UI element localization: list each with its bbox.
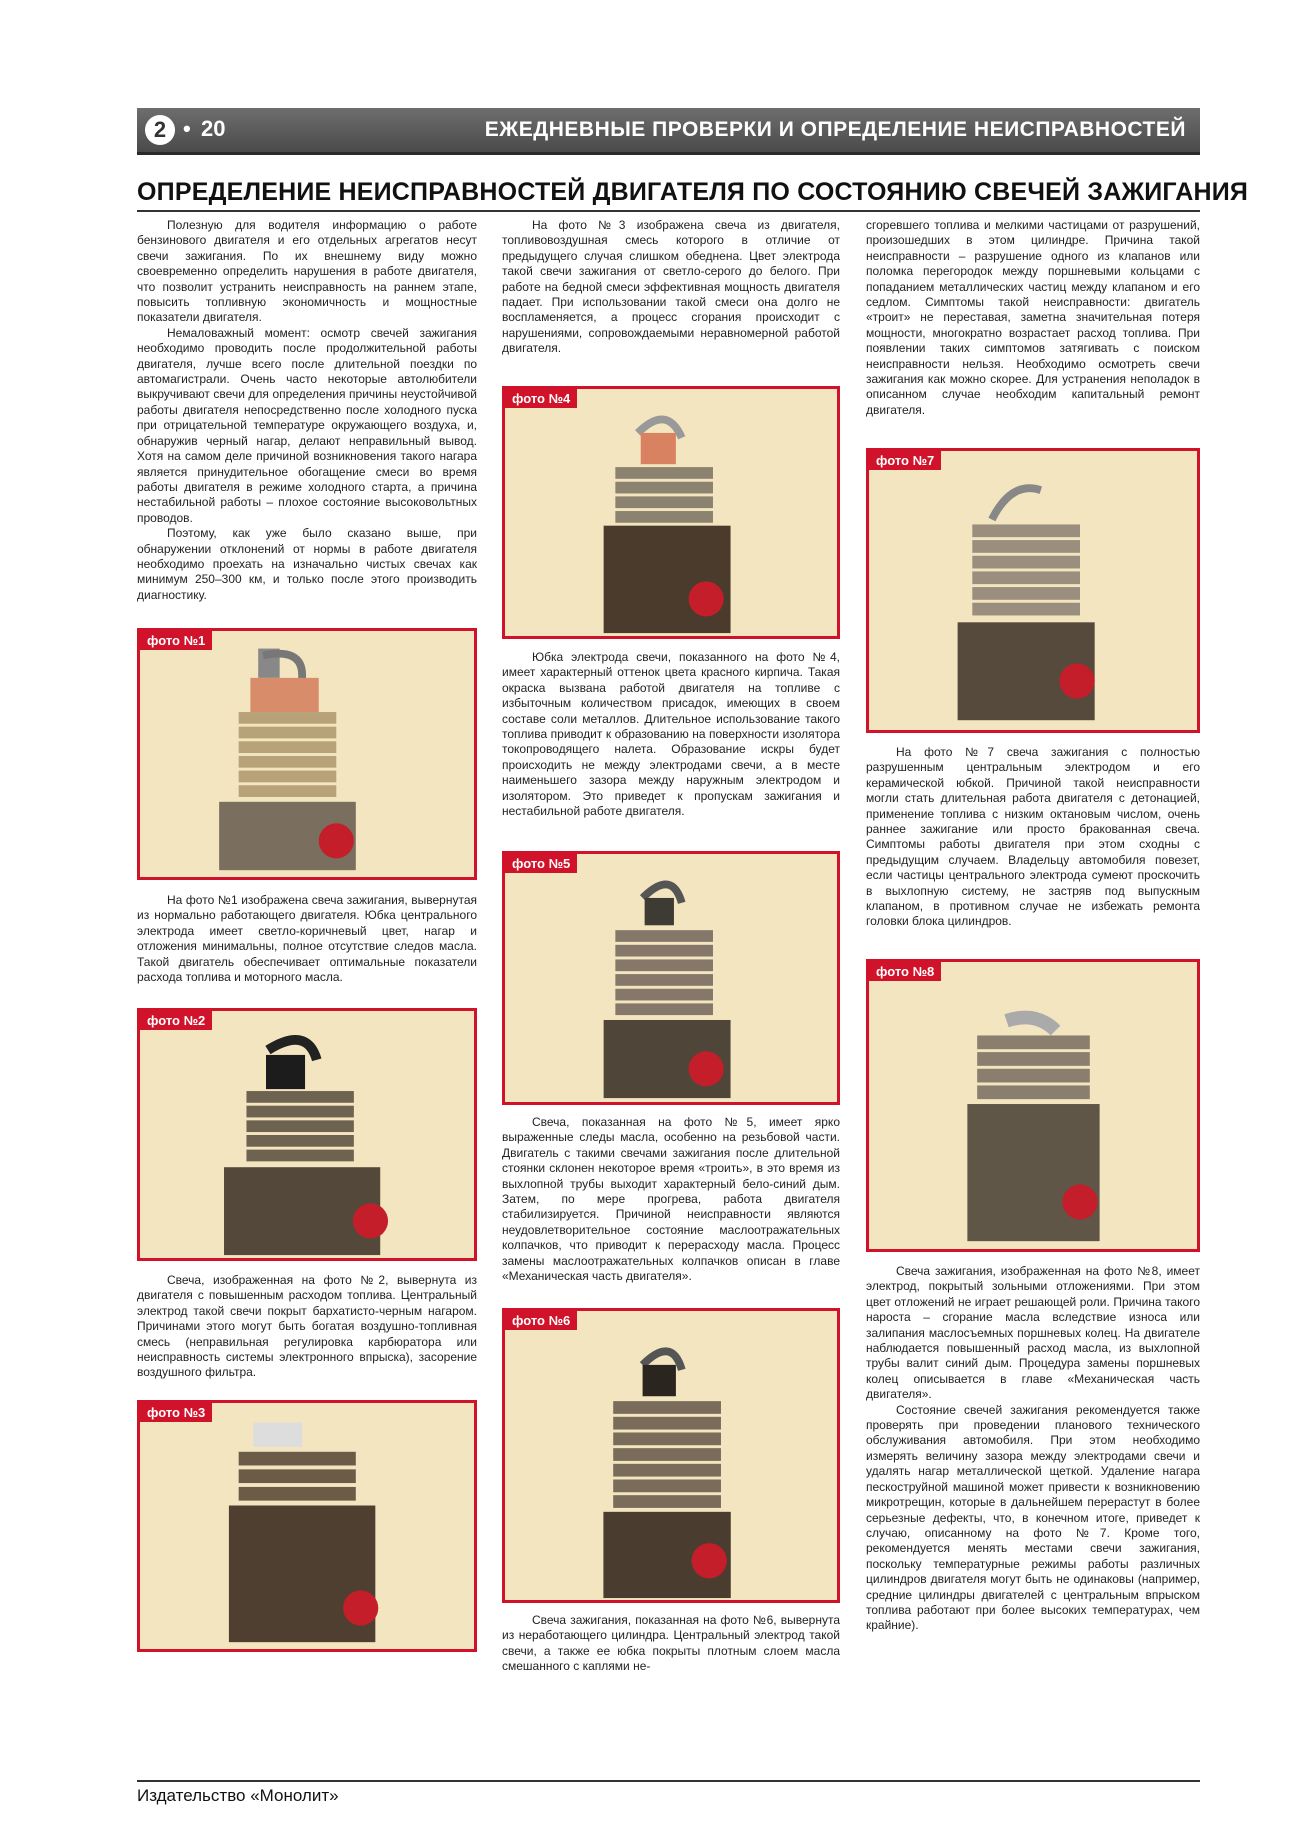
article-title: ОПРЕДЕЛЕНИЕ НЕИСПРАВНОСТЕЙ ДВИГАТЕЛЯ ПО СОСТОЯНИЮ СВЕЧЕЙ ЗАЖИГАНИЯ [137, 178, 1249, 206]
photo-label: фото №7 [869, 451, 941, 470]
photo-label: фото №6 [505, 1311, 577, 1330]
photo-3 [137, 1400, 477, 1652]
photo-label: фото №1 [140, 631, 212, 650]
paragraph: Свеча зажигания, изображенная на фото №8, имеет электрод, покрытый зольными отложениями. При этом цвет отложений не играет решающей роли. Причина такого нароста – сгорание масла вследствие износа или залипания маслосъемных поршневых колец. На двигателе наблюдается повышенный расход масла, из выхлопной трубы валит синий дым. Процедура замены поршневых колец описывается в главе «Механическая часть двигателя». [866, 1264, 1200, 1402]
photo1-caption [137, 893, 477, 985]
photo-label: фото №2 [140, 1011, 212, 1030]
paragraph: Свеча зажигания, показанная на фото №6, вывернута из неработающего цилиндра. Центральный электрод такой свечи, а также ее юбка покрыты плотным слоем масла смешанного с каплями не- [502, 1613, 840, 1674]
spark-plug-image [140, 631, 474, 877]
photo5-caption [502, 1115, 840, 1284]
title-divider [137, 210, 1200, 212]
spark-plug-image [505, 389, 837, 636]
page-number: 20 [201, 116, 226, 141]
spark-plug-image [869, 962, 1197, 1249]
chapter-number: 2 [145, 115, 175, 145]
photo-2 [137, 1008, 477, 1261]
col2-intro [502, 218, 840, 357]
paragraph: На фото №1 изображена свеча зажигания, вывернутая из нормально работающего двигателя. Юбка центрального электрода имеет светло-коричневый цвет, нагар и отложения минимальны, полное отсутствие следов масла. Такой двигатель обеспечивает оптимальные показатели расхода топлива и моторного масла. [137, 893, 477, 985]
paragraph: Юбка электрода свечи, показанного на фото №4, имеет характерный оттенок цвета красного кирпича. Такая окраска вызвана работой двигателя на топливе с избыточным количеством присадок, имеющих в своем составе соли металлов. Длительное использование такого топлива приводит к образованию на поверхности изолятора токопроводящего налета. Образование искры будет происходить не между электродами свечи, а в месте наименьшего зазора между наружным электродом и изолятором. Это приведет к пропускам зажигания и нестабильной работе двигателя. [502, 650, 840, 819]
paragraph: Состояние свечей зажигания рекомендуется также проверять при проведении планового технического обслуживания автомобиля. При этом необходимо измерять величину зазора между электродами свечи и удалять нагар металлической щеткой. Удаление нагара пескоструйной машиной может привести к возникновению микротрещин, которые в дальнейшем перерастут в более серьезные дефекты, что, в конечном итоге, приведет к случаю, описанному на фото №7. Кроме того, рекомендуется менять местами свечи зажигания, поскольку температурные режимы работы различных цилиндров двигателя могут быть не одинаковы (например, средние цилиндры двигателей с центральным впрыском топлива работают при более высоких температурах, чем крайние). [866, 1402, 1200, 1633]
paragraph: Полезную для водителя информацию о работе бензинового двигателя и его отдельных агрегатов несут свечи зажигания. По их внешнему виду можно своевременно определить нарушения в работе двигателя, что позволит устранить неисправность на раннем этапе, повысить топливную экономичность и мощностные показатели двигателя. [137, 218, 477, 325]
photo-label: фото №4 [505, 389, 577, 408]
paragraph: На фото №3 изображена свеча из двигателя, топливовоздушная смесь которого в отличие от предыдущего случая слишком обеднена. Цвет электрода такой свечи зажигания от светло-серого до белого. При работе на бедной смеси эффективная мощность двигателя падает. При использовании такой смеси она долго не воспламеняется, а процесс сгорания происходит с нарушениями, сопровождаемыми неравномерной работой двигателя. [502, 218, 840, 356]
photo-label: фото №5 [505, 854, 577, 873]
photo7-caption [866, 745, 1200, 930]
spark-plug-image [869, 451, 1197, 730]
paragraph: Немаловажный момент: осмотр свечей зажигания необходимо проводить после продолжительной работы двигателя, лучше всего после длительной поездки по автомагистрали. Очень часто некоторые автолюбители выкручивают свечи для определения причины неустойчивой работы двигателя непосредственно после холодного пуска при отрицательной температуре окружающего воздуха, и, обнаружив черный нагар, делают неправильный вывод. Хотя на самом деле причиной возникновения такого нагара является принудительное обогащение смеси во время работы двигателя в режиме холодного старта, а причина нестабильной работы – плохое состояние высоковольтных проводов. [137, 325, 477, 525]
page-header [137, 108, 1200, 155]
photo-5 [502, 851, 840, 1105]
col3-intro [866, 218, 1200, 418]
footer-divider [137, 1780, 1200, 1782]
col1-intro [137, 218, 477, 603]
photo-8 [866, 959, 1200, 1252]
paragraph: Поэтому, как уже было сказано выше, при обнаружении отклонений от нормы в работе двигателя необходимо проехать на изначально чистых свечах как минимум 250–300 км, и только после этого производить диагностику. [137, 526, 477, 602]
spark-plug-image [505, 1311, 837, 1600]
photo-6 [502, 1308, 840, 1603]
paragraph: На фото №7 свеча зажигания с полностью разрушенным центральным электродом и его керамической юбкой. Причиной такой неисправности могли стать длительная работа двигателя с детонацией, применение топлива с низким октановым числом, очень раннее зажигание или просто бракованная свеча. Симптомы работы двигателя при этом сходны с предыдущим случаем. Владельцу автомобиля повезет, если частицы центрального электрода сумеют проскочить в выхлопную систему, не застряв под выпускным клапаном, в противном случае не избежать ремонта головки блока цилиндров. [866, 745, 1200, 929]
photo-label: фото №3 [140, 1403, 212, 1422]
photo6-caption [502, 1613, 840, 1675]
publisher-footer: Издательство «Монолит» [137, 1786, 339, 1805]
photo8-caption [866, 1264, 1200, 1634]
spark-plug-image [140, 1011, 474, 1258]
photo-label: фото №8 [869, 962, 941, 981]
section-title: ЕЖЕДНЕВНЫЕ ПРОВЕРКИ И ОПРЕДЕЛЕНИЕ НЕИСПРАВНОСТЕЙ [484, 118, 1186, 141]
paragraph: сгоревшего топлива и мелкими частицами от разрушений, произошедших в этом цилиндре. Причина такой неисправности – разрушение одного из клапанов или поломка перегородок между поршневыми кольцами с попаданием металлических частиц между клапаном и его седлом. Симптомы такой неисправности: двигатель «троит» не переставая, заметна значительная потеря мощности, многократно возрастает расход топлива. При появлении таких симптомов затягивать с поиском неисправности нельзя. Необходимо осмотреть свечи зажигания как можно скорее. Для устранения неполадок в описанном случае необходим капитальный ремонт двигателя. [866, 218, 1200, 417]
paragraph: Свеча, изображенная на фото №2, вывернута из двигателя с повышенным расходом топлива. Центральный электрод такой свечи покрыт бархатисто-черным нагаром. Причинами этого могут быть богатая воздушно-топливная смесь (неправильная регулировка карбюратора или неисправность системы электронного впрыска), засорение воздушного фильтра. [137, 1273, 477, 1380]
header-separator: • [183, 116, 191, 141]
spark-plug-image [505, 854, 837, 1102]
photo-4 [502, 386, 840, 639]
photo-7 [866, 448, 1200, 733]
photo4-caption [502, 650, 840, 819]
spark-plug-image [140, 1403, 474, 1649]
paragraph: Свеча, показанная на фото №5, имеет ярко выраженные следы масла, особенно на резьбовой части. Двигатель с такими свечами зажигания после длительной стоянки склонен некоторое время «троить», в это время из выхлопной трубы выходит характерный бело-синий дым. Затем, по мере прогрева, работа двигателя стабилизируется. Причиной неисправности являются неудовлетворительное состояние маслоотражательных колпачков, что приводит к перерасходу масла. Процесс замены маслоотражательных колпачков описан в главе «Механическая часть двигателя». [502, 1115, 840, 1284]
photo-1 [137, 628, 477, 880]
photo2-caption [137, 1273, 477, 1381]
